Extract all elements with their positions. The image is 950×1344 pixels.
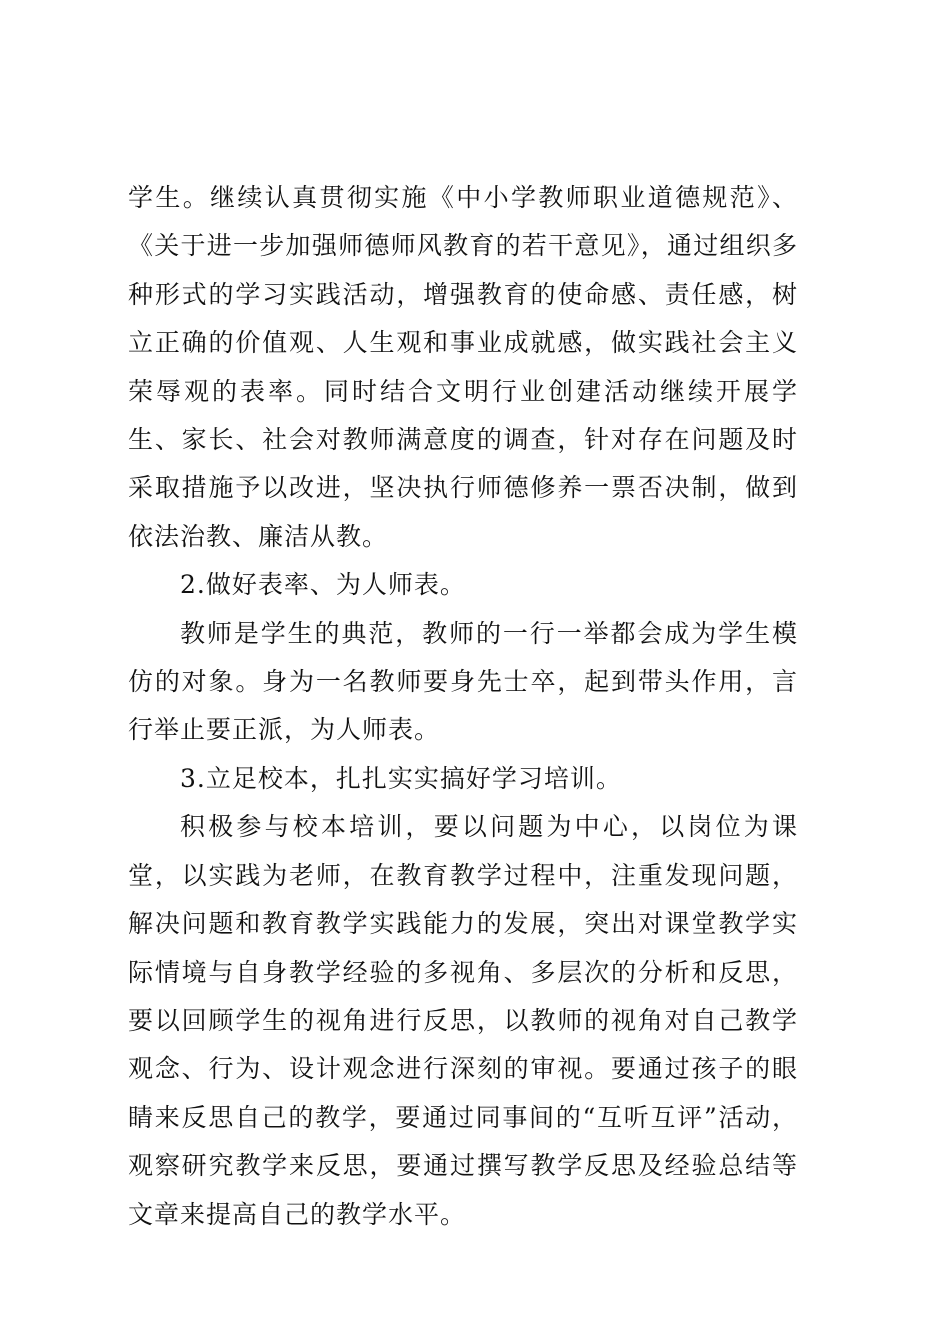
section-heading-3: 3.立足校本，扎扎实实搞好学习培训。 [180,763,622,793]
paragraph-role-model: 教师是学生的典范，教师的一行一举都会成为学生模仿的对象。身为一名教师要身先士卒，起到带头作用，言行举止要正派，为人师表。 [128,618,798,745]
document-body [128,174,798,1239]
paragraph-training: 积极参与校本培训，要以问题为中心，以岗位为课堂，以实践为老师，在教育教学过程中，注重发现问题，解决问题和教育教学实践能力的发展，突出对课堂教学实际情境与自身教学经验的多视角、多层次的分析和反思，要以回顾学生的视角进行反思，以教师的视角对自己教学观念、行为、设计观念进行深刻的审视。要通过孩子的眼睛来反思自己的教学，要通过同事间的“互听互评”活动，观察研究教学来反思，要通过撰写教学反思及经验总结等文章来提高自己的教学水平。 [128,812,798,1229]
paragraph-continuation: 学生。继续认真贯彻实施《中小学教师职业道德规范》、《关于进一步加强师德师风教育的若干意见》，通过组织多种形式的学习实践活动，增强教育的使命感、责任感，树立正确的价值观、人生观和事业成就感，做实践社会主义荣辱观的表率。同时结合文明行业创建活动继续开展学生、家长、社会对教师满意度的调查，针对存在问题及时采取措施予以改进，坚决执行师德修养一票否决制，做到依法治教、廉洁从教。 [128,183,798,551]
section-heading-2: 2.做好表率、为人师表。 [180,570,466,600]
